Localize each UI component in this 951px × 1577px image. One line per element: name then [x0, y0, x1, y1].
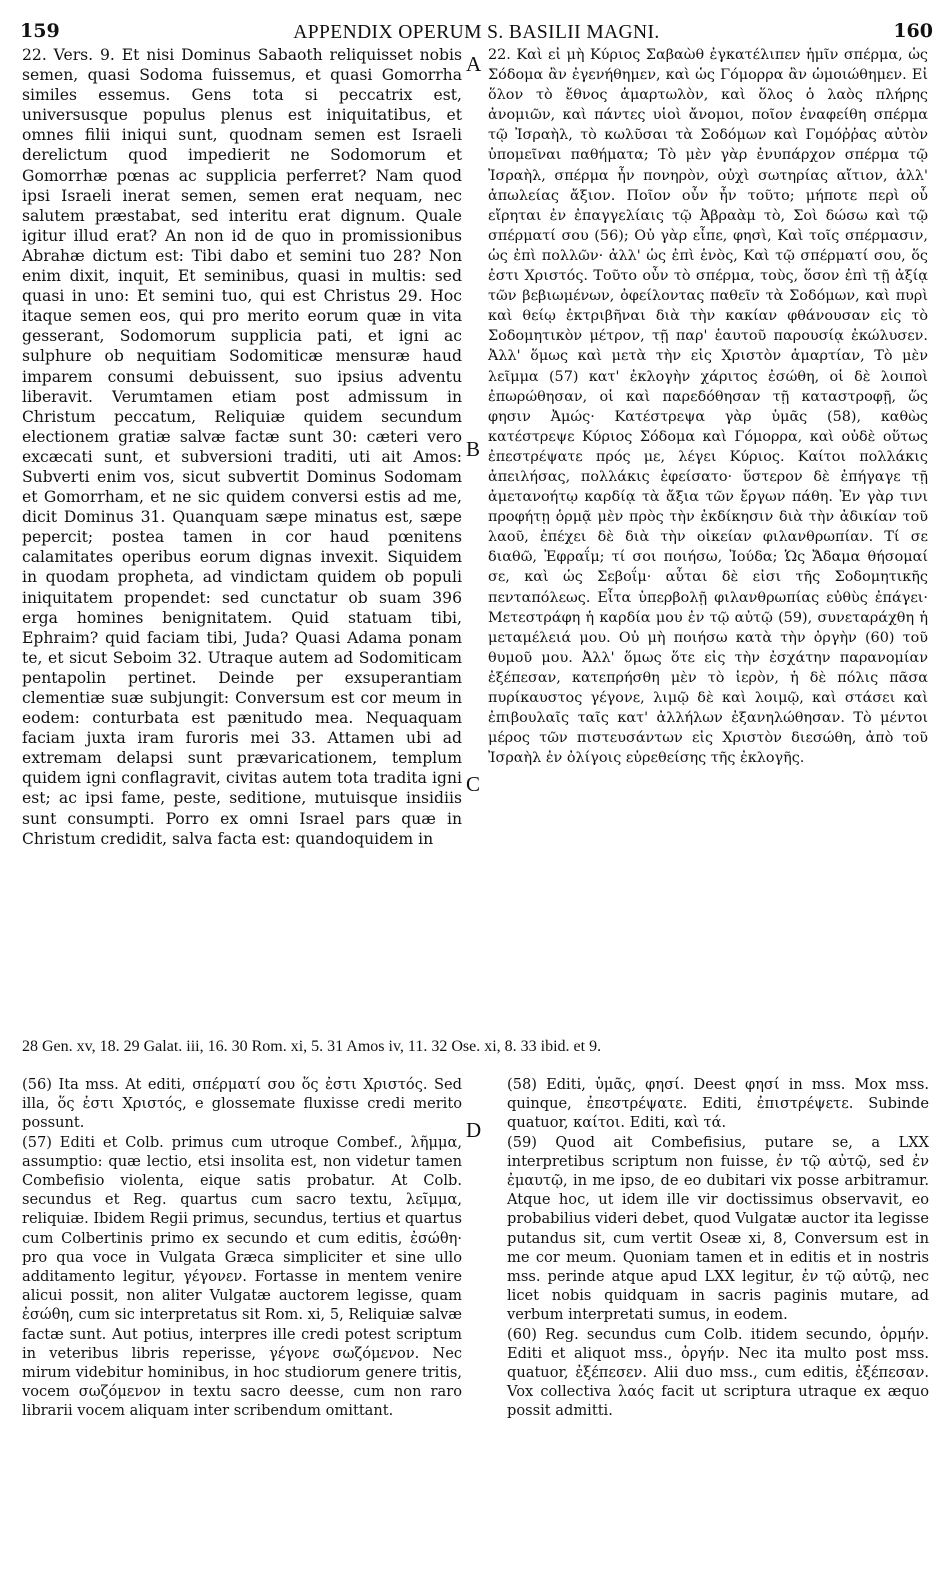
section-marker-c: C — [466, 772, 481, 796]
note-58: (58) Editi, ὑμᾶς, φησί. Deest φησί in mss. Mox mss. quinque, ἐπεστρέψατε. Editi, ἐπιστρέψετε. Subinde quatuor, καίτοι. Editi, καὶ τά. — [507, 1076, 929, 1132]
greek-text: 22. Καὶ εἰ μὴ Κύριος Σαβαὼθ ἐγκατέλιπεν ἡμῖν σπέρμα, ὡς Σόδομα ἂν ἐγενήθημεν, καὶ ὡς Γόμορρα ἂν ὡμοιώθημεν. Εἰ ὅλον τὸ ἔθνος ἁμαρτωλὸν, καὶ ὅλος ὁ λαὸς πλήρης ἀνομιῶν, καὶ πάντες υἱοὶ ἄνομοι, ποῖον ἐναφείθη σπέρμα τῷ Ἰσραὴλ, τὸ κωλῦσαι τὰ Σοδόμων καὶ Γομόῤῥας αὐτὸν ὑπομεῖναι παθήματα; Τὸ μὲν γὰρ ἐνυπάρχον σπέρμα τῷ Ἰσραὴλ, σπέρμα ἦν πονηρὸν, οὐχὶ σωτηρίας αἴτιον, ἀλλ' ἀπωλείας ἄξιον. Ποῖον οὖν ἦν τοῦτο; μήποτε περὶ οὗ εἴρηται ἐν ἐπαγγελίαις τῷ Ἀβραὰμ τὸ, Σοὶ δώσω καὶ τῷ σπέρματί σου (56); Οὐ γὰρ εἶπε, φησὶ, Καὶ τοῖς σπέρμασιν, ὡς ἐπὶ πολλῶν· ἀλλ' ὡς ἐπὶ ἑνὸς, Καὶ τῷ σπέρματί σου, ὅς ἐστι Χριστός. Τοῦτο οὖν τὸ σπέρμα, τοὺς, ὅσον ἐπὶ τῇ ἀξίᾳ τῶν βεβιωμένων, ὀφείλοντας παθεῖν τὰ Σοδόμων, καὶ πυρὶ καὶ θείῳ ἐκτριβῆναι διὰ τὴν κακίαν φθάνουσαν εἰς τὸ Σοδομητικὸν μέτρον, τῇ παρ' ἑαυτοῦ παρουσίᾳ ἐκώλυσεν. Ἀλλ' ὅμως καὶ μετὰ τὴν εἰς Χριστὸν ἁμαρτίαν, Τὸ μὲν λεῖμμα (57) κατ' ἐκλογὴν χάριτος ἐσώθη, οἱ δὲ λοιποὶ ἐπωρώθησαν, οἱ καὶ παρεδόθησαν τῇ καταστροφῇ, ὥς φησιν Ἀμώς· Κατέστρεψα γὰρ ὑμᾶς (58), καθὼς κατέστρεψε Κύριος Σόδομα καὶ Γόμορρα, καὶ οὐδὲ οὕτως ἐπεστρέψατε πρός με, λέγει Κύριος. Καίτοι πολλάκις ἀπειλήσας, πολλάκις ἐφείσατο· ὕστερον δὲ ἐπήγαγε τῇ ἀμετανοήτῳ καρδίᾳ τὰ ἄξια τῶν ἔργων πάθη. Ἐν γὰρ τινι προφήτῃ ὁρμᾷ μὲν πρὸς τὴν ἐκδίκησιν διὰ τὴν ἀδικίαν τοῦ λαοῦ, ἐπέχει δὲ διὰ τὴν οἰκείαν φιλανθρωπίαν. Τί σε διαθῶ, Ἐφραΐμ; τί σοι ποιήσω, Ἰούδα; Ὡς Ἄδαμα θήσομαί σε, καὶ ὡς Σεβοΐμ· αὗται δὲ εἰσι τῆς Σοδομητικῆς πενταπόλεως. Εἶτα ὑπερβολῇ φιλανθρωπίας εὐθὺς ἐπάγει· Μετεστράφη ἡ καρδία μου ἐν τῷ αὐτῷ (59), συνεταράχθη ἡ μεταμέλειά μου. Οὐ μὴ ποιήσω κατὰ τὴν ὀργὴν (60) τοῦ θυμοῦ μου. Ἀλλ' ὅμως ὅτε εἰς τὴν ἐσχάτην παρανομίαν ἐξέπεσαν, κατεπρήσθη μὲν τὸ ἱερὸν, ἡ δὲ πόλις πᾶσα πυρίκαυστος γέγονε, λιμῷ δὲ καὶ λοιμῷ, καὶ στάσει καὶ ἐπιβουλαῖς ταῖς κατ' ἀλλήλων ἐξανηλώθησαν. Τὸ μέντοι μέρος τῶν πιστευσάντων εἰς Χριστὸν διεσώθη, ἀπὸ τοῦ Ἰσραὴλ ἐν ὀλίγοις εὑρεθείσης τῆς ἐκλογῆς. — [488, 47, 928, 767]
section-marker-b: B — [466, 437, 481, 461]
notes-left-column — [22, 1075, 462, 1421]
note-60: (60) Reg. secundus cum Colb. itidem secundo, ὁρμήν. Editi et aliquot mss., ὀργήν. Nec ita multo post mss. quatuor, ἐξέπεσεν. Alii duo mss., cum editis, ἐξέπεσαν. Vox collectiva λαός facit ut scriptura utraque ex æquo possit admitti. — [507, 1325, 929, 1420]
latin-column — [22, 45, 462, 849]
running-title: APPENDIX OPERUM S. BASILII MAGNI. — [293, 22, 660, 43]
section-marker-a: A — [466, 52, 482, 76]
notes-right-column — [507, 1075, 929, 1421]
left-page-number: 159 — [20, 20, 60, 42]
latin-text: 22. Vers. 9. Et nisi Dominus Sabaoth reliquisset nobis semen, quasi Sodoma fuissemus, et quasi Gomorrha similes essemus. Gens tota si peccatrix est, universusque populus plenus est iniquitatibus, et omnes filii iniqui sunt, quodnam semen est Israeli derelictum quod impedierit ne Sodomorum et Gomorrhæ pœnas ac supplicia perferret? Nam quod ipsi Israeli inerat semen, semen erat nequam, nec salutem præstabat, sed interitu erat dignum. Quale igitur illud erat? An non id de quo in promissionibus Abrahæ dictum est: Tibi dabo et semini tuo 28? Non enim dixit, inquit, Et seminibus, quasi in multis: sed quasi in uno: Et semini tuo, qui est Christus 29. Hoc itaque semen eos, qui pro merito eorum quæ in vita gesserant, Sodomorum supplicia pati, et igni ac sulphure ob nequitiam Sodomiticæ mensuræ haud imparem consumi debuissent, suo ipsius adventu liberavit. Verumtamen etiam post admissum in Christum peccatum, Reliquiæ quidem secundum electionem gratiæ salvæ factæ sunt 30: cæteri vero excæcati sunt, et subversioni traditi, uti ait Amos: Subverti enim vos, sicut subvertit Dominus Sodomam et Gomorrham, et ne sic quidem conversi estis ad me, dicit Dominus 31. Quanquam sæpe minatus est, sæpe pepercit; postea tamen in cor haud pœnitens calamitates operibus eorum dignas invexit. Siquidem in quodam propheta, ad vindictam quidem ob populi iniquitatem propendet: sed cunctatur ob suam 396 erga homines benignitatem. Quid statuam tibi, Ephraim? quid faciam tibi, Juda? Quasi Adama ponam te, et sicut Seboim 32. Utraque autem ad Sodomiticam pentapolin pertinet. Deinde per exsuperantiam clementiæ suæ subjungit: Conversum est cor meum in eodem: conturbata est pænitudo mea. Nequaquam faciam juxta iram furoris mei 33. Attamen ubi ad extremam delapsi sunt prævaricationem, templum quidem igni conflagravit, civitas autem tota tradita igni est; ac ipsi fame, peste, seditione, mutuisque insidiis sunt consumpti. Porro ex omni Israel pars quæ in Christum credidit, salva facta est: quandoquidem in — [22, 46, 462, 848]
note-57: (57) Editi et Colb. primus cum utroque Combef., λῆμμα, assumptio: quæ lectio, etsi insolita est, non videtur tamen Combefisio violenta, eique satis probatur. At Colb. secundus et Reg. quartus cum sacro textu, λεῖμμα, reliquiæ. Ibidem Regii primus, secundus, tertius et quartus cum Colbertinis primo ex secundo et cum editis, ἐσώθη· pro qua voce in Vulgata Græca simpliciter et sine ullo additamento legitur, γέγονεν. Fortasse in mentem venire alicui possit, non aliter Vulgatæ auctorem legisse, quam ἐσώθη, cum sic interpretatus sit Rom. xi, 5, Reliquiæ salvæ factæ sunt. Aut potius, interpres ille credi potest scriptum in veteribus libris reperisse, γέγονε σωζόμενον. Nec mirum videbitur hominibus, in hoc studiorum genere tritis, vocem σωζόμενον in textu sacro deesse, cum non raro librarii vocem aliquam inter scribendum omittant. — [22, 1133, 462, 1420]
scripture-references: 28 Gen. xv, 18. 29 Galat. iii, 16. 30 Rom. xi, 5. 31 Amos iv, 11. 32 Ose. xi, 8. 33 ibid. et 9. — [22, 1038, 602, 1055]
note-56: (56) Ita mss. At editi, σπέρματί σου ὅς ἐστι Χριστός. Sed illa, ὅς ἐστι Χριστός, e glossemate fluxisse credi merito possunt. — [22, 1076, 462, 1132]
running-header — [20, 20, 933, 46]
section-marker-d: D — [466, 1118, 482, 1142]
note-59: (59) Quod ait Combefisius, putare se, a LXX interpretibus scriptum non fuisse, ἐν τῷ αὐτῷ, sed ἐν ἐμαυτῷ, in me ipso, de eo dubitari vix posse arbitramur. Atque hoc, ut idem ille vir doctissimus observavit, eo probabilius videri debet, quod Vulgatæ auctor ita legisse putandus sit, cum vertit Oseæ xi, 8, Conversum est in me cor meum. Quoniam tamen et in editis et in nostris mss. perinde atque apud LXX legitur, ἐν τῷ αὐτῷ, nec licet nobis quidquam in sacris paginis mutare, ad verbum interpretati sumus, in eodem. — [507, 1133, 929, 1324]
right-page-number: 160 — [893, 20, 933, 42]
greek-column — [488, 45, 928, 768]
